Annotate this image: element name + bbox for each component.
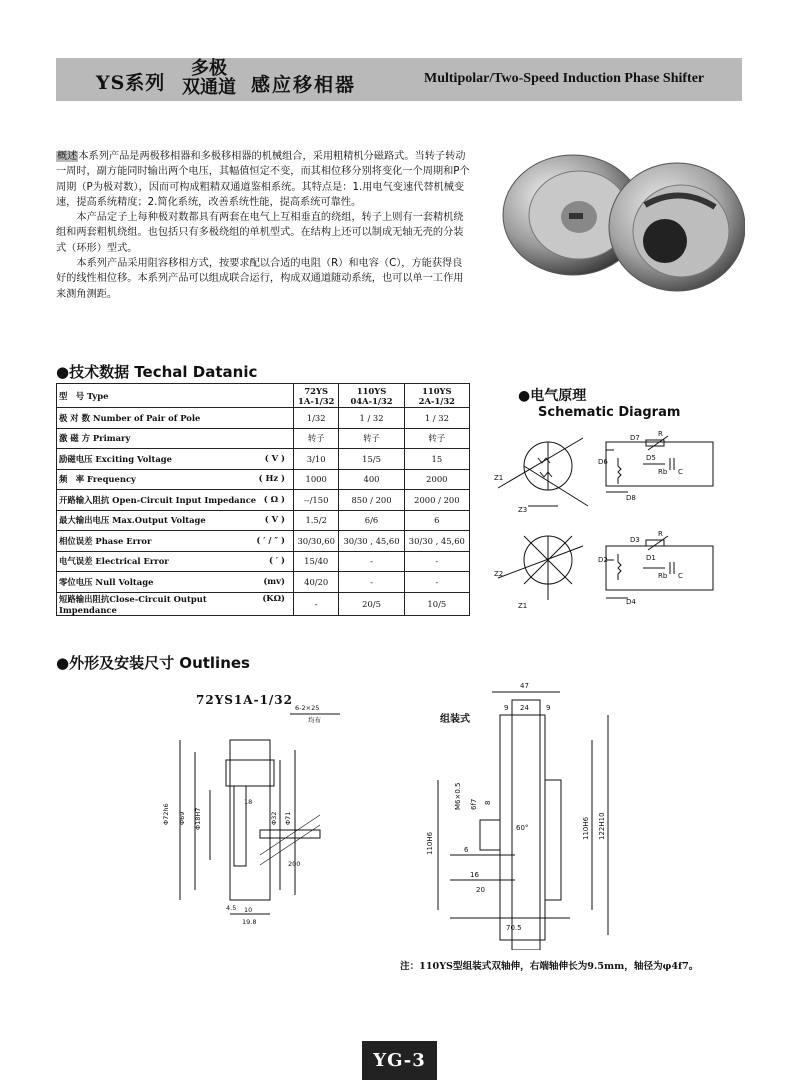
svg-text:47: 47 — [520, 682, 529, 690]
model-col: 110YS 2A-1/32 — [404, 384, 469, 408]
svg-text:均布: 均布 — [308, 716, 321, 724]
svg-text:D6: D6 — [598, 458, 608, 466]
svg-text:Φ71: Φ71 — [284, 811, 292, 825]
svg-text:Φ69: Φ69 — [178, 811, 186, 825]
svg-text:10: 10 — [244, 906, 253, 914]
svg-text:M6×0.5: M6×0.5 — [454, 782, 462, 810]
table-row: 最大输出电压 Max.Output Voltage ( V ) 1.5/2 6/6 6 — [57, 510, 470, 531]
table-row: 相位误差 Phase Error ( ′ / ″ ) 30/30,60 30/30 , 45,60 30/30 , 45,60 — [57, 531, 470, 552]
outline-drawing-left — [160, 690, 350, 940]
svg-text:9: 9 — [504, 704, 509, 712]
svg-text:D2: D2 — [598, 556, 608, 564]
spec-table — [56, 383, 470, 616]
schematic-diagram — [488, 428, 758, 618]
product-photo — [495, 135, 745, 305]
svg-text:R: R — [658, 530, 663, 538]
header-stack-bottom: 双通道 — [182, 77, 236, 98]
svg-text:C: C — [678, 468, 683, 476]
svg-text:Z1: Z1 — [494, 474, 504, 482]
table-row: 开路输入阻抗 Open-Circuit Input Impedance ( Ω ) --/150 850 / 200 2000 / 200 — [57, 490, 470, 511]
svg-text:C: C — [678, 572, 683, 580]
right-motor-rotor — [643, 219, 687, 263]
svg-text:Z3: Z3 — [518, 506, 528, 514]
model-col: 110YS 04A-1/32 — [339, 384, 404, 408]
outline-drawing-right — [420, 680, 640, 950]
svg-text:D5: D5 — [646, 454, 656, 462]
svg-text:18: 18 — [244, 798, 253, 806]
overview-p1: 本系列产品是两极移相器和多极移相器的机械组合，采用粗精机分磁路式。当转子转动一周时，副方能同时输出两个电压，其幅值恒定不变，而其相位移分别将变化一个周期和P个周期（P为极对数），因而可构成粗精双通道鉴相系统。其特点是：1.用电气变速代替机械变速，提高系统精度；2.简化系统，改善系统性能，提高系统可靠性。 — [56, 151, 470, 208]
svg-text:D7: D7 — [630, 434, 640, 442]
overview-text — [56, 149, 472, 302]
svg-text:D4: D4 — [626, 598, 636, 606]
table-row: 零位电压 Null Voltage (mv) 40/20 - - — [57, 572, 470, 593]
svg-text:110H6: 110H6 — [582, 816, 590, 840]
schematic-heading-en: Schematic Diagram — [538, 405, 681, 420]
svg-text:16: 16 — [470, 871, 479, 879]
svg-text:110H6: 110H6 — [426, 831, 434, 855]
svg-text:Φ72h6: Φ72h6 — [162, 803, 170, 825]
svg-text:D8: D8 — [626, 494, 636, 502]
svg-text:70.5: 70.5 — [506, 924, 522, 932]
table-row: 励磁电压 Exciting Voltage ( V ) 3/10 15/5 15 — [57, 449, 470, 470]
table-header-row — [57, 384, 470, 408]
header-prefix: YS系列 — [96, 72, 166, 94]
svg-text:8: 8 — [484, 800, 492, 805]
table-row: 短路输出阻抗Close-Circuit Output Impendance (KΩ) - 20/5 10/5 — [57, 592, 470, 615]
header-title-en: Multipolar/Two-Speed Induction Phase Shifter — [424, 71, 705, 86]
table-row: 极 对 数 Number of Pair of Pole 1/32 1 / 32 1 / 32 — [57, 408, 470, 429]
svg-text:24: 24 — [520, 704, 529, 712]
table-row: 激 磁 方 Primary 转子 转子 转子 — [57, 428, 470, 449]
schematic-heading-cn: ●电气原理 — [518, 388, 587, 404]
svg-text:组装式: 组装式 — [440, 714, 470, 725]
svg-text:200: 200 — [288, 860, 301, 868]
table-row: 电气误差 Electrical Error ( ′ ) 15/40 - - — [57, 551, 470, 572]
page-label: YG-3 — [362, 1041, 437, 1080]
svg-text:Φ32: Φ32 — [270, 811, 278, 825]
svg-text:19.8: 19.8 — [242, 918, 257, 926]
outline-left-model: 72YS1A-1/32 — [196, 693, 294, 707]
type-label: 型 号 Type — [57, 384, 294, 408]
overview-p3: 本系列产品采用阻容移相方式，按要求配以合适的电阻（R）和电容（C），方能获得良好的线性相位移。本系列产品可以组成联合运行，构成双通道随动系统，也可以单一工作用来测角测距。 — [56, 258, 464, 300]
svg-text:9: 9 — [546, 704, 551, 712]
specs-heading: ●技术数据 Techal Datanic — [56, 363, 258, 381]
header-stack — [182, 59, 236, 97]
outlines-heading: ●外形及安装尺寸 Outlines — [56, 654, 250, 672]
svg-text:D1: D1 — [646, 554, 656, 562]
header-stack-top: 多极 — [191, 58, 227, 79]
overview-tag: 概述 — [57, 151, 78, 162]
svg-text:6-2×25: 6-2×25 — [295, 704, 320, 712]
svg-text:6: 6 — [464, 846, 469, 854]
svg-text:Z1: Z1 — [518, 602, 528, 610]
svg-text:6f7: 6f7 — [470, 798, 478, 810]
header-band — [56, 58, 742, 101]
header-rest: 感应移相器 — [251, 74, 357, 96]
footnote: 注：110YS型组装式双轴伸，右端轴伸长为9.5mm，轴径为φ4f7。 — [400, 961, 699, 972]
svg-text:R: R — [658, 430, 663, 438]
overview-p2: 本产品定子上每种极对数都具有两套在电气上互相垂直的绕组，转子上则有一套精机绕组和两套粗机绕组。也包括只有多极绕组的单机型式。在结构上还可以制成无轴无壳的分装式（环形）型式。 — [56, 212, 464, 254]
svg-text:Rb: Rb — [658, 468, 668, 476]
svg-text:4.5: 4.5 — [226, 904, 237, 912]
svg-text:60°: 60° — [516, 824, 529, 832]
left-motor-shaft — [569, 213, 583, 219]
svg-text:20: 20 — [476, 886, 485, 894]
svg-text:Z2: Z2 — [494, 570, 504, 578]
table-row: 频 率 Frequency ( Hz ) 1000 400 2000 — [57, 469, 470, 490]
model-col: 72YS 1A-1/32 — [294, 384, 339, 408]
svg-text:122H10: 122H10 — [598, 812, 606, 840]
svg-text:Rb: Rb — [658, 572, 668, 580]
svg-text:D3: D3 — [630, 536, 640, 544]
svg-text:Φ18H7: Φ18H7 — [194, 807, 202, 830]
